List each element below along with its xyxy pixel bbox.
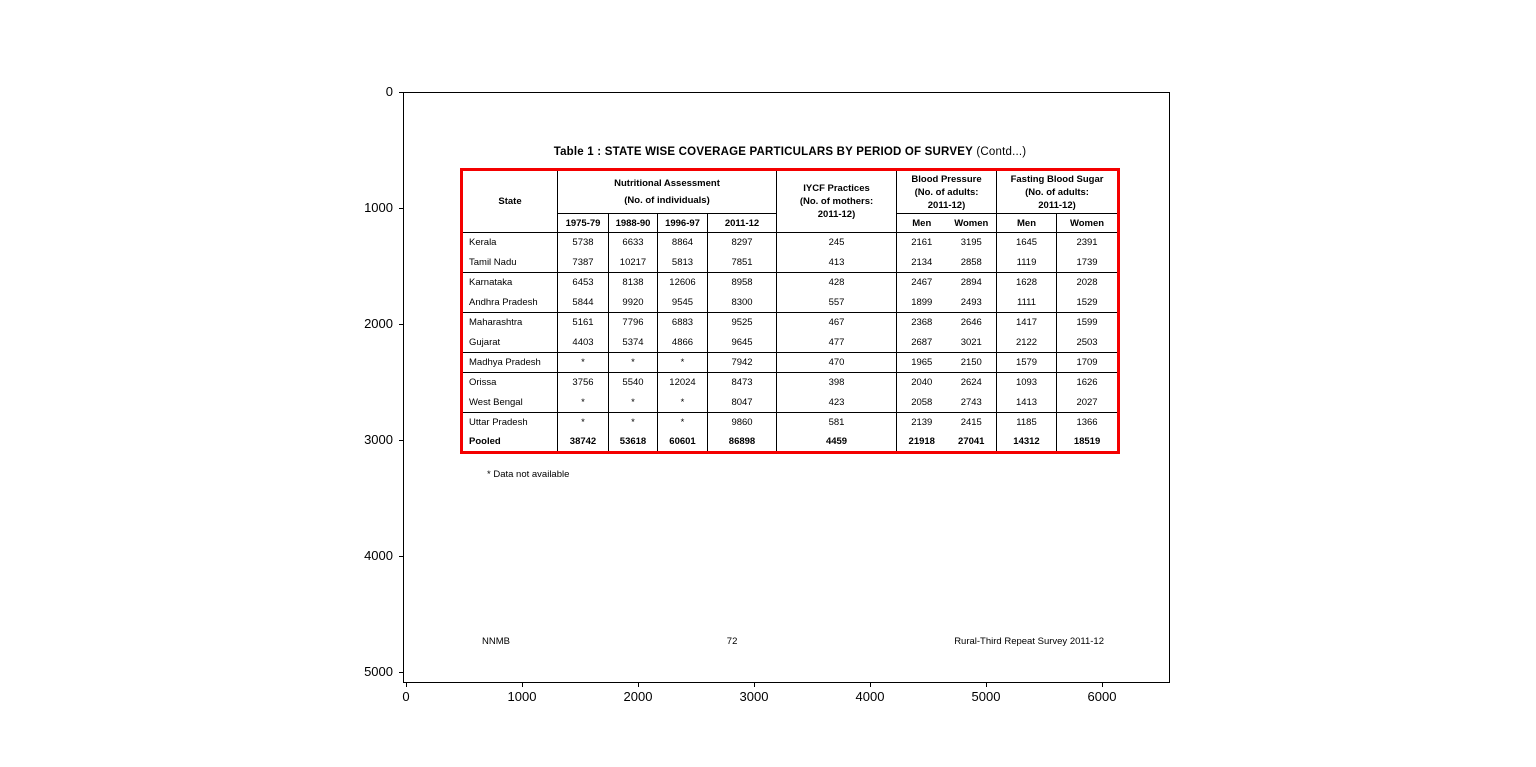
y-axis-tick-label: 2000 <box>364 316 393 331</box>
data-cell: 1111 <box>997 293 1057 313</box>
x-axis-tick-mark <box>754 683 755 687</box>
data-cell: 2161 <box>897 233 947 253</box>
data-cell: 2028 <box>1057 273 1119 293</box>
data-cell: 2368 <box>897 313 947 333</box>
data-cell: * <box>658 353 708 373</box>
state-cell: West Bengal <box>469 396 523 408</box>
data-cell: 8138 <box>609 273 658 293</box>
data-cell: 2503 <box>1057 333 1119 353</box>
data-cell: 398 <box>777 373 897 393</box>
data-cell: 2139 <box>897 413 947 433</box>
column-header-iycf-practices <box>777 170 897 233</box>
page-footer <box>460 636 1118 647</box>
column-header-state: State <box>498 196 522 207</box>
data-cell: 27041 <box>958 436 985 448</box>
data-cell: 3021 <box>960 336 982 348</box>
table-row <box>462 413 1119 433</box>
header-line: (No. of mothers: <box>799 196 874 207</box>
column-header-blood-pressure <box>897 170 997 214</box>
data-cell: 2134 <box>897 253 947 273</box>
header-line: 2011-12) <box>927 199 966 211</box>
document-title-main: Table 1 : STATE WISE COVERAGE PARTICULARS BY PERIOD OF SURVEY <box>553 146 973 158</box>
data-cell: 2858 <box>960 256 982 268</box>
data-cell: * <box>658 393 708 413</box>
table-header-row-1 <box>462 170 1119 214</box>
data-cell: 1626 <box>1057 373 1119 393</box>
data-cell: * <box>558 413 609 433</box>
column-header-year: 2011-12 <box>708 214 777 233</box>
x-axis-tick-mark <box>406 683 407 687</box>
y-axis-tick-mark <box>399 324 403 325</box>
footer-organization: NNMB <box>482 636 510 647</box>
data-cell: 1579 <box>997 353 1057 373</box>
header-line: (No. of adults: <box>1025 186 1089 198</box>
data-cell: 2743 <box>960 396 982 408</box>
table-row <box>462 393 1119 413</box>
data-cell: 1628 <box>997 273 1057 293</box>
data-cell: 8047 <box>708 393 777 413</box>
data-cell: 7851 <box>708 253 777 273</box>
data-cell: 5844 <box>558 293 609 313</box>
data-cell: 5540 <box>609 373 658 393</box>
y-axis-tick-label: 1000 <box>364 200 393 215</box>
data-cell: 2027 <box>1057 393 1119 413</box>
data-cell: 3756 <box>558 373 609 393</box>
data-cell: 18519 <box>1057 433 1119 453</box>
table-body <box>462 233 1119 453</box>
state-cell: Tamil Nadu <box>469 256 517 268</box>
data-cell: 5738 <box>558 233 609 253</box>
y-axis-tick-label: 3000 <box>364 432 393 447</box>
column-header-year: 1988-90 <box>609 214 658 233</box>
data-cell: 1709 <box>1057 353 1119 373</box>
data-cell: 8958 <box>708 273 777 293</box>
header-line: 2011-12) <box>1038 199 1076 211</box>
column-header-fbs-men: Men <box>997 214 1057 233</box>
footer-page-number: 72 <box>726 636 738 647</box>
data-cell: 9645 <box>708 333 777 353</box>
data-cell: * <box>609 393 658 413</box>
x-axis-tick-mark <box>870 683 871 687</box>
state-cell: Pooled <box>469 436 501 448</box>
y-axis-tick-label: 4000 <box>364 548 393 563</box>
data-cell: 2150 <box>947 353 997 373</box>
x-axis-tick-label: 6000 <box>1087 689 1117 704</box>
data-cell: 423 <box>777 393 897 413</box>
state-cell: Andhra Pradesh <box>469 296 538 308</box>
data-cell: 413 <box>777 253 897 273</box>
data-cell: 10217 <box>609 253 658 273</box>
data-cell: 7387 <box>558 253 609 273</box>
data-cell: 2391 <box>1057 233 1119 253</box>
y-axis-tick-mark <box>399 208 403 209</box>
data-cell: 7796 <box>609 313 658 333</box>
data-cell: 9545 <box>658 293 708 313</box>
data-cell: 4403 <box>558 333 609 353</box>
data-cell: 86898 <box>708 433 777 453</box>
data-cell: 21918 <box>897 433 947 453</box>
header-line: 2011-12) <box>817 209 856 220</box>
data-cell: * <box>558 353 609 373</box>
x-axis-tick-mark <box>522 683 523 687</box>
state-cell: Maharashtra <box>462 313 558 333</box>
data-cell: 467 <box>777 313 897 333</box>
data-cell: 53618 <box>609 433 658 453</box>
header-line: (No. of individuals) <box>624 195 710 206</box>
table-row <box>462 313 1119 333</box>
data-cell: 428 <box>777 273 897 293</box>
state-cell: Madhya Pradesh <box>462 353 558 373</box>
column-header-fbs-women: Women <box>1057 214 1119 233</box>
y-axis-tick-mark <box>399 672 403 673</box>
data-cell: 1529 <box>1057 293 1119 313</box>
footer-survey-name: Rural-Third Repeat Survey 2011-12 <box>954 636 1104 647</box>
column-header-fasting-blood-sugar <box>997 170 1119 214</box>
data-cell: 9860 <box>708 413 777 433</box>
x-axis-tick-label: 5000 <box>971 689 1001 704</box>
data-cell: 9525 <box>708 313 777 333</box>
state-cell: Orissa <box>462 373 558 393</box>
data-cell: 1413 <box>997 393 1057 413</box>
coverage-table <box>460 168 1120 454</box>
data-cell: * <box>609 413 658 433</box>
data-cell: 6883 <box>658 313 708 333</box>
header-line: Nutritional Assessment <box>614 178 720 189</box>
data-cell: 7942 <box>708 353 777 373</box>
data-cell: 1739 <box>1057 253 1119 273</box>
table-row <box>462 233 1119 253</box>
data-cell: 8297 <box>708 233 777 253</box>
data-cell: 2058 <box>897 393 947 413</box>
x-axis-tick-mark <box>638 683 639 687</box>
header-line: IYCF Practices <box>803 183 870 194</box>
x-axis-tick-mark <box>986 683 987 687</box>
x-axis-tick-label: 4000 <box>855 689 885 704</box>
data-cell: * <box>558 393 609 413</box>
data-cell: 2687 <box>897 333 947 353</box>
data-cell: 38742 <box>558 433 609 453</box>
data-cell: 8473 <box>708 373 777 393</box>
column-header-year: 1996-97 <box>658 214 708 233</box>
x-axis-tick-label: 1000 <box>507 689 537 704</box>
data-cell: 1965 <box>897 353 947 373</box>
table-row <box>462 333 1119 353</box>
x-axis-tick-mark <box>1102 683 1103 687</box>
data-cell: 2122 <box>997 333 1057 353</box>
data-cell: 477 <box>777 333 897 353</box>
table-row <box>462 433 1119 453</box>
state-cell: Kerala <box>462 233 558 253</box>
data-cell: 9920 <box>609 293 658 313</box>
data-cell: 3195 <box>947 233 997 253</box>
data-cell: 2493 <box>960 296 982 308</box>
data-not-available-footnote: * Data not available <box>487 469 570 480</box>
data-cell: 4866 <box>658 333 708 353</box>
data-cell: 470 <box>777 353 897 373</box>
data-cell: 5813 <box>658 253 708 273</box>
data-cell: * <box>609 353 658 373</box>
data-cell: 60601 <box>658 433 708 453</box>
data-cell: 1119 <box>997 253 1057 273</box>
data-cell: 6453 <box>558 273 609 293</box>
state-cell: Gujarat <box>469 336 501 348</box>
data-cell: 1366 <box>1057 413 1119 433</box>
data-cell: 1417 <box>997 313 1057 333</box>
data-cell: 1645 <box>997 233 1057 253</box>
data-cell: 1599 <box>1057 313 1119 333</box>
document-title <box>430 146 1150 158</box>
y-axis-tick-label: 5000 <box>364 664 393 679</box>
x-axis-tick-label: 2000 <box>623 689 653 704</box>
table-row <box>462 273 1119 293</box>
y-axis-tick-mark <box>399 440 403 441</box>
data-cell: * <box>658 413 708 433</box>
column-header-bp-men: Men <box>897 214 947 233</box>
data-cell: 6633 <box>609 233 658 253</box>
document-title-contd: (Contd...) <box>972 146 1027 158</box>
x-axis-tick-label: 3000 <box>739 689 769 704</box>
state-cell: Uttar Pradesh <box>462 413 558 433</box>
header-line: Fasting Blood Sugar <box>1010 173 1104 185</box>
x-axis-tick-label: 0 <box>402 689 410 704</box>
data-cell: 557 <box>777 293 897 313</box>
header-line: (No. of adults: <box>914 186 979 198</box>
y-axis-tick-mark <box>399 92 403 93</box>
data-cell: 1899 <box>897 293 947 313</box>
data-cell: 12606 <box>658 273 708 293</box>
data-cell: 5161 <box>558 313 609 333</box>
data-cell: 2467 <box>897 273 947 293</box>
data-cell: 1185 <box>997 413 1057 433</box>
table-row <box>462 353 1119 373</box>
column-header-year: 1975-79 <box>558 214 609 233</box>
table-row <box>462 373 1119 393</box>
data-cell: 245 <box>777 233 897 253</box>
data-cell: 4459 <box>777 433 897 453</box>
header-line: Blood Pressure <box>911 173 982 185</box>
y-axis-tick-mark <box>399 556 403 557</box>
table-row <box>462 293 1119 313</box>
column-header-bp-women: Women <box>947 214 997 233</box>
data-cell: 2624 <box>947 373 997 393</box>
data-cell: 14312 <box>997 433 1057 453</box>
data-cell: 2894 <box>947 273 997 293</box>
data-cell: 2040 <box>897 373 947 393</box>
data-cell: 2415 <box>947 413 997 433</box>
y-axis-tick-label: 0 <box>385 84 393 99</box>
table-row <box>462 253 1119 273</box>
data-cell: 8300 <box>708 293 777 313</box>
state-cell: Karnataka <box>462 273 558 293</box>
data-cell: 8864 <box>658 233 708 253</box>
data-cell: 2646 <box>947 313 997 333</box>
data-cell: 581 <box>777 413 897 433</box>
column-header-nutritional-assessment <box>558 170 777 214</box>
data-cell: 5374 <box>609 333 658 353</box>
data-cell: 12024 <box>658 373 708 393</box>
data-cell: 1093 <box>997 373 1057 393</box>
